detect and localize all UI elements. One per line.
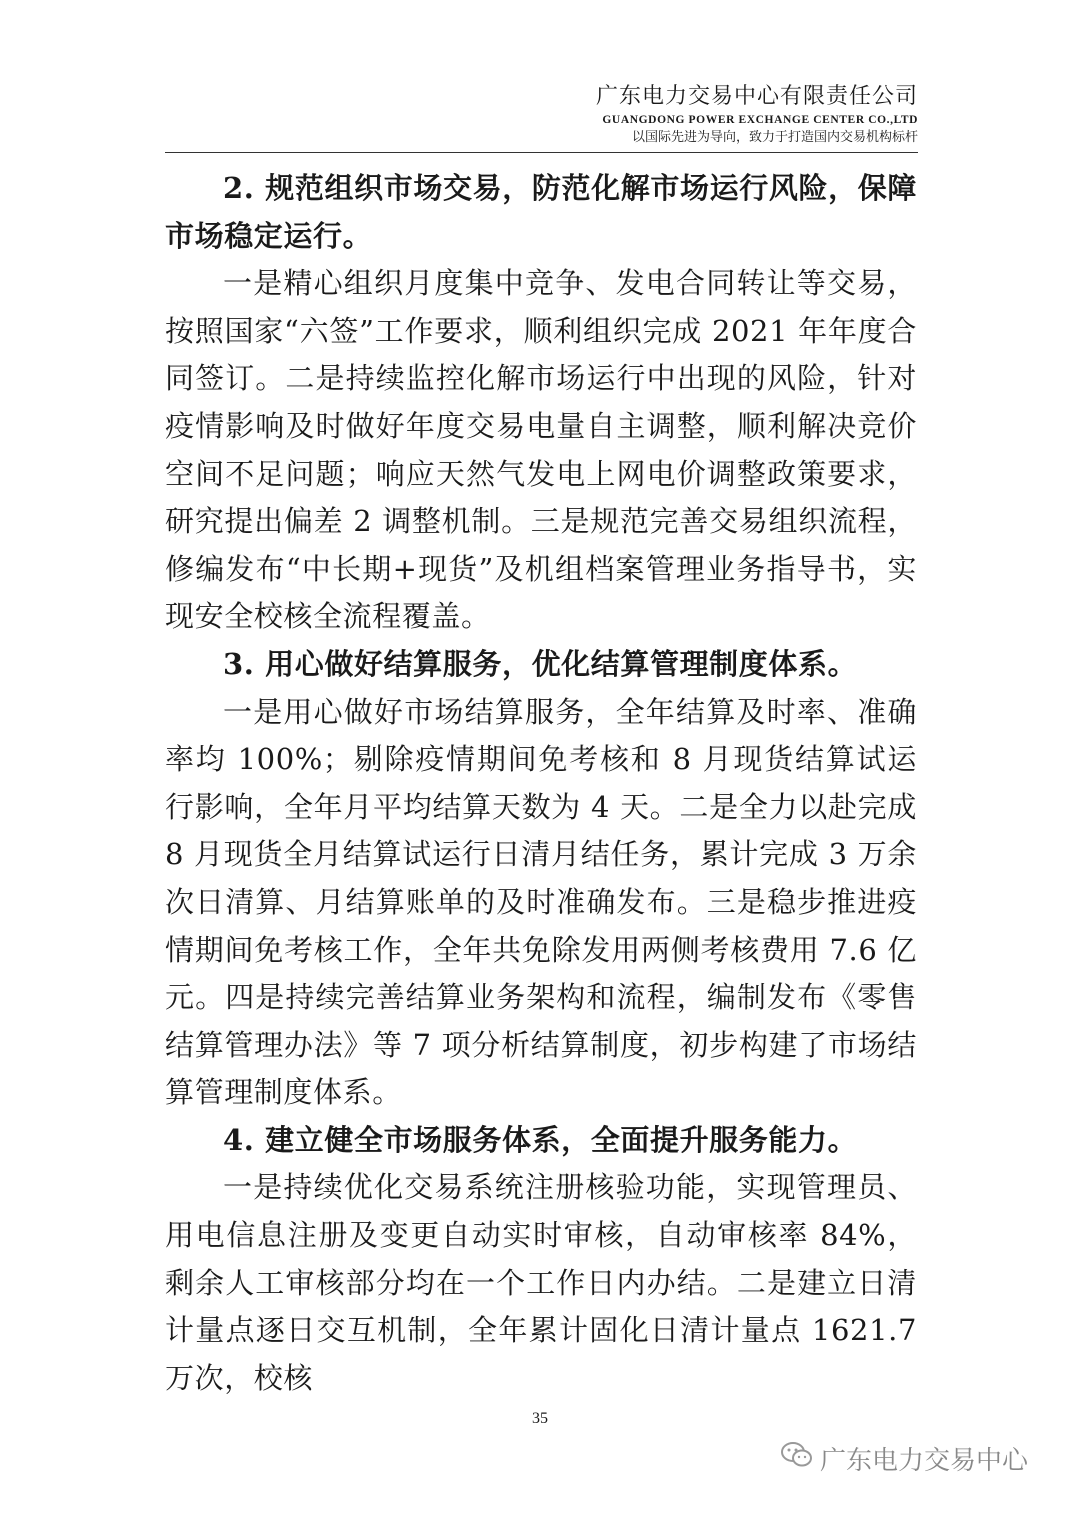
section-paragraph-3: 一是用心做好市场结算服务，全年结算及时率、准确率均 100%；剔除疫情期间免考核和 8 月现货结算试运行影响，全年月平均结算天数为 4 天。二是全力以赴完成 8 月现货全月结算试运行日清月结任务，累计完成 3 万余次日清算、月结算账单的及时准确发布。三是稳步推进疫情期间免考核工作，全年共免除发用两侧考核费用 7.6 亿元。四是持续完善结算业务架构和流程，编制发布《零售结算管理办法》等 7 项分析结算制度，初步构建了市场结算管理制度体系。 bbox=[165, 694, 917, 1110]
page-number: 35 bbox=[532, 1410, 548, 1427]
section-paragraph-2: 一是精心组织月度集中竞争、发电合同转让等交易，按照国家“六签”工作要求，顺利组织完成 2021 年年度合同签订。二是持续监控化解市场运行中出现的风险，针对疫情影响及时做好年度交易电量自主调整，顺利解决竞价空间不足问题；响应天然气发电上网电价调整政策要求，研究提出偏差 2 调整机制。三是规范完善交易组织流程，修编发布“中长期+现货”及机组档案管理业务指导书，实现安全校核全流程覆盖。 bbox=[165, 266, 917, 634]
section-paragraph-4: 一是持续优化交易系统注册核验功能，实现管理员、用电信息注册及变更自动实时审核，自动审核率 84%，剩余人工审核部分均在一个工作日内办结。二是建立日清计量点逐日交互机制，全年累计固化日清计量点 1621.7 万次，校核 bbox=[165, 1170, 917, 1395]
section-heading-3: 3. 用心做好结算服务，优化结算管理制度体系。 bbox=[223, 646, 858, 681]
section-heading-2: 2. 规范组织市场交易，防范化解市场运行风险，保障市场稳定运行。 bbox=[165, 171, 917, 253]
document-body bbox=[165, 165, 917, 1402]
section-heading-4: 4. 建立健全市场服务体系，全面提升服务能力。 bbox=[223, 1122, 858, 1157]
company-slogan: 以国际先进为导向，致力于打造国内交易机构标杆 bbox=[631, 130, 918, 145]
header-divider bbox=[165, 152, 918, 153]
watermark-text: 广东电力交易中心 bbox=[820, 1446, 1029, 1476]
wechat-icon bbox=[780, 1441, 814, 1476]
wechat-watermark bbox=[780, 1440, 1028, 1477]
page-header bbox=[596, 82, 918, 148]
company-name-en: GUANGDONG POWER EXCHANGE CENTER CO.,LTD bbox=[602, 114, 918, 126]
company-name-cn: 广东电力交易中心有限责任公司 bbox=[595, 84, 918, 109]
